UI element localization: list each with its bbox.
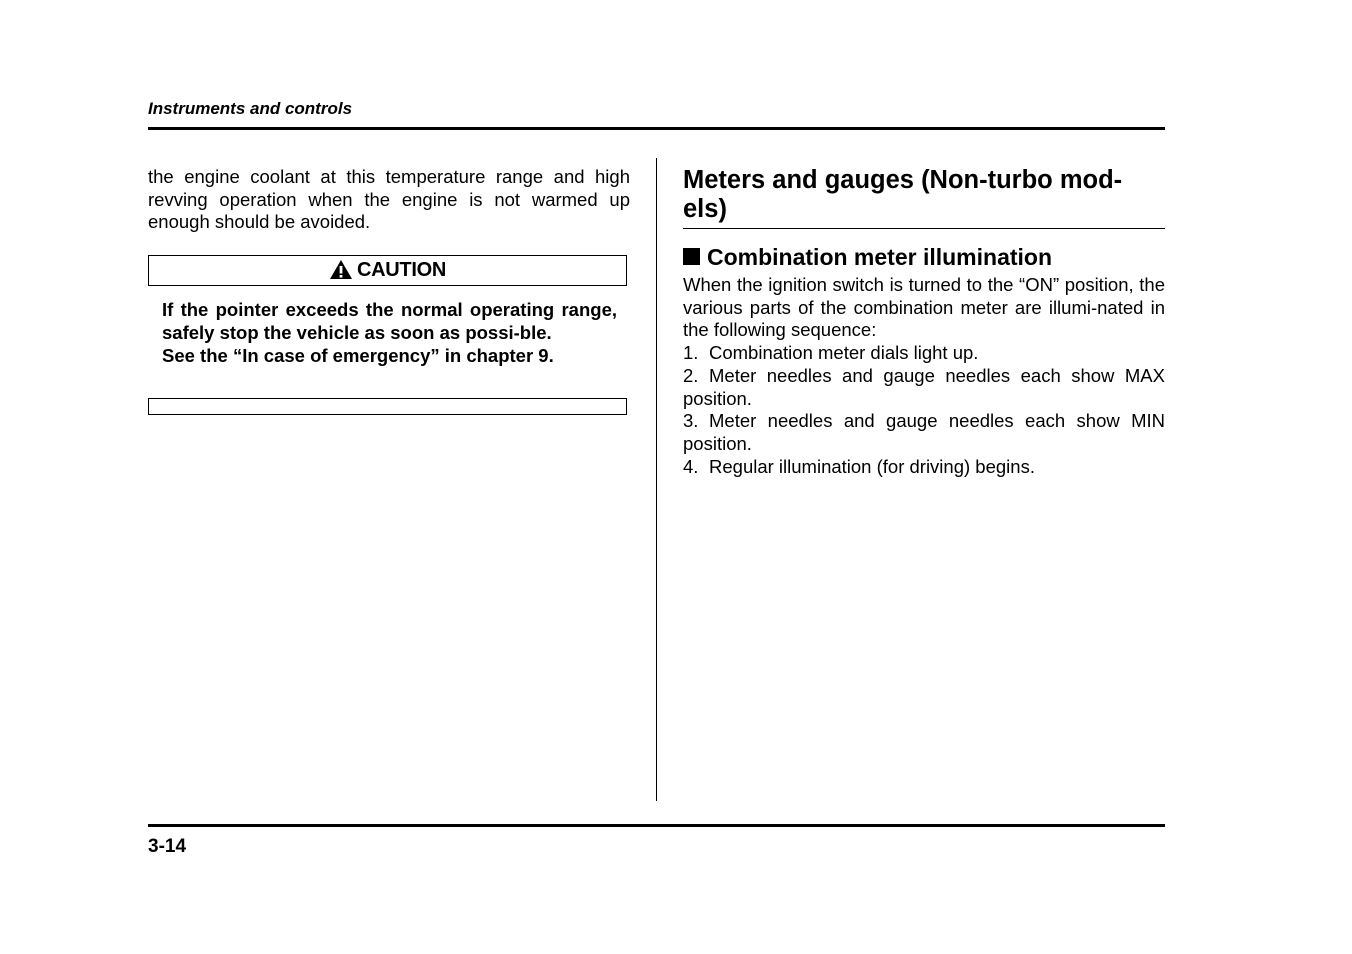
section-title: Meters and gauges (Non-turbo mod-els) [683,166,1123,223]
body-intro: When the ignition switch is turned to the “ON” position, the various parts of the combination meter are illumi-nated in the following sequence: [683,274,1165,341]
page-number: 3-14 [148,836,187,857]
caution-header-box [148,255,627,286]
caution-heading [149,259,626,282]
page-header-title: Instruments and controls [148,99,353,118]
footer-rule [148,824,1165,827]
section-rule [683,228,1165,229]
subsection-title: Combination meter illumination [707,244,1053,270]
caution-body [162,298,617,367]
caution-label: CAUTION [356,259,446,281]
intro-paragraph: the engine coolant at this temperature range and high revving operation when the engine is not warmed up enough should be avoided. [148,166,630,233]
list-item: 4. Regular illumination (for driving) begins. [683,455,1035,477]
right-column [683,166,1165,478]
list-item: 3. Meter needles and gauge needles each show MIN position. [683,410,1165,454]
square-bullet-icon [683,248,700,265]
subsection-body [683,274,1165,478]
left-column [148,166,630,234]
caution-line-1: If the pointer exceeds the normal operating range, safely stop the vehicle as soon as possi-ble. [162,299,617,343]
list-item: 1. Combination meter dials light up. [683,342,979,364]
caution-line-2: See the “In case of emergency” in chapter 9. [162,345,554,366]
header-rule [148,127,1165,130]
subsection-heading [683,243,1165,271]
list-item: 2. Meter needles and gauge needles each show MAX position. [683,364,1165,409]
column-divider [656,158,657,801]
warning-triangle-icon [329,259,357,281]
caution-bottom-box [148,398,627,415]
